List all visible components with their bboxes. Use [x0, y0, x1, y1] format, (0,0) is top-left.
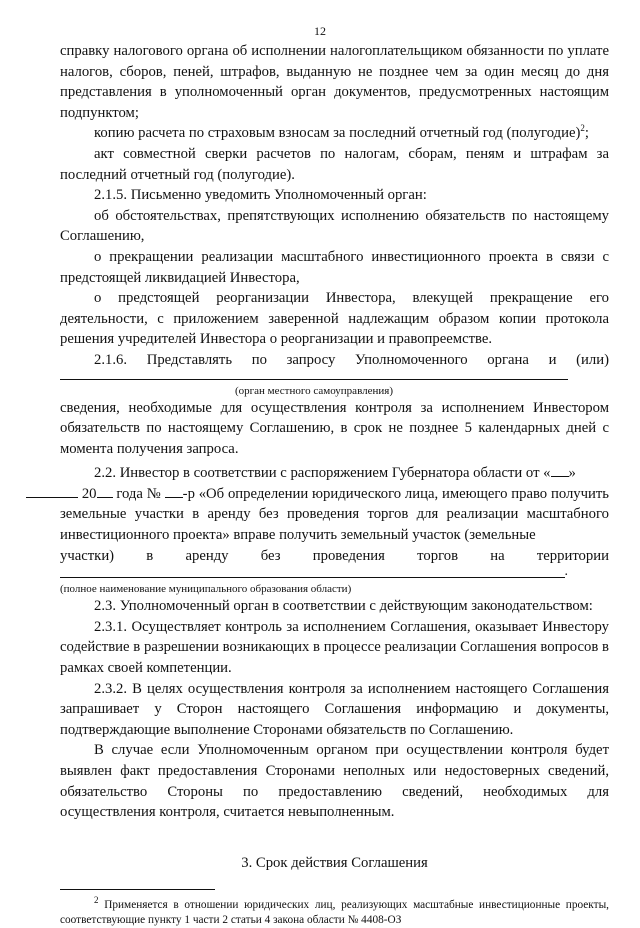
word: и — [548, 351, 557, 368]
paragraph-reconciliation-act: акт совместной сверки расчетов по налогам, сборам, пеням и штрафам за последний отчетный год (полугодие). — [60, 145, 609, 183]
paragraph-control-failure: В случае если Уполномоченным органом при осуществлении контроля будет выявлен факт предоставления Сторонами неполных или недостоверных сведений, обязательство Стороны по предоставлению сведений, необходимых для осуществления контроля, считается невыполненным. — [60, 742, 609, 821]
paragraph-reorganization: о предстоящей реорганизации Инвестора, влекущей прекращение его деятельности, с приложением заверенной надлежащим образом копии протокола решения учредителей Инвестора о реорганизации и правопреемстве. — [60, 290, 609, 348]
word: 2.1.6. — [94, 351, 128, 368]
p22-part4: года № — [116, 485, 161, 502]
word: проведения — [312, 547, 385, 564]
blank-year — [97, 485, 113, 498]
paragraph-circumstances: об обстоятельствах, препятствующих исполнению обязательств по настоящему Соглашению, — [60, 207, 609, 245]
paragraph-termination: о прекращении реализации масштабного инвестиционного проекта в связи с предстоящей ликвидацией Инвестора, — [60, 248, 609, 286]
paragraph-2-1-5: 2.1.5. Письменно уведомить Уполномоченный орган: — [94, 187, 427, 204]
word: запросу — [286, 351, 336, 368]
word: в — [146, 547, 154, 564]
word: Представлять — [146, 351, 233, 368]
paragraph-2-2 — [60, 463, 609, 545]
word: органа — [487, 351, 529, 368]
section-heading: 3. Срок действия Соглашения — [241, 854, 428, 871]
blank-month — [26, 485, 78, 498]
paragraph-2-1-6-continuation: сведения, необходимые для осуществления контроля за исполнением Инвестором обязательств по настоящему Соглашению, в срок не позднее 5 календарных дней с момента получения запроса. — [60, 399, 609, 457]
p22-part2: » — [568, 465, 576, 482]
paragraph-insurance-copy — [60, 123, 609, 144]
page-number: 12 — [314, 24, 326, 38]
footnote — [60, 895, 609, 928]
paragraph-tax-certificate: справку налогового органа об исполнении налогоплательщиком обязанности по уплате налогов, сборов, пеней, штрафов, выданную не позднее чем за один месяц до дня представления в уполномоченный орган документов, предусмотренных настоящим подпунктом; — [60, 43, 609, 121]
paragraph-2-1-6-line — [60, 350, 609, 371]
paragraph-insurance-copy-text: копию расчета по страховым взносам за последний отчетный год (полугодие) — [94, 125, 581, 142]
blank-day — [551, 464, 569, 477]
caption-municipality: (полное наименование муниципального образования области) — [60, 583, 352, 596]
blank-line-authority — [60, 371, 568, 380]
word: территории — [536, 547, 609, 564]
word: на — [490, 547, 505, 564]
word: (или) — [576, 351, 609, 368]
p22-part5: -р «Об определении юридического лица, имеющего право получить земельные участки в аренду без проведения торгов для реализации масштабного инвестиционного проекта» вправе получить земельный участок (земельные — [60, 485, 610, 544]
footnote-marker: 2 — [94, 895, 99, 906]
blank-line-municipality-row — [60, 566, 568, 578]
footnote-divider — [60, 889, 215, 890]
word: аренду — [185, 547, 229, 564]
word: участки) — [60, 547, 115, 564]
blank-line-municipality — [60, 567, 565, 578]
p22-part1: 2.2. Инвестор в соответствии с распоряжением Губернатора области от « — [94, 465, 551, 482]
document-body — [60, 41, 609, 928]
paragraph-2-2-last-line — [60, 546, 609, 567]
blank-number — [165, 485, 183, 498]
footnote-text: Применяется в отношении юридических лиц, реализующих масштабные инвестиционные проекты, соответствующие пункту 1 части 2 статьи 4 закона области № 4408-ОЗ — [60, 898, 609, 926]
paragraph-2-3: 2.3. Уполномоченный орган в соответствии с действующим законодательством: — [94, 598, 593, 615]
line-end: . — [564, 564, 568, 580]
paragraph-2-3-1: 2.3.1. Осуществляет контроль за исполнением Соглашения, оказывает Инвестору содействие в разрешении возникающих в процессе реализации Соглашения вопросов в рамках своей компетенции. — [60, 618, 609, 677]
word: Уполномоченного — [355, 351, 468, 368]
footnote-reference-suffix: ; — [584, 125, 589, 142]
paragraph-2-3-2: 2.3.2. В целях осуществления контроля за исполнением настоящего Соглашения запрашивает у Сторон настоящего Соглашения информацию и документы, подтверждающие выполнение Сторонами обязательств по Соглашению. — [60, 680, 609, 738]
footnote-reference: 2 — [580, 123, 585, 134]
caption-local-government: (орган местного самоуправления) — [234, 384, 393, 397]
word: без — [260, 547, 281, 564]
p22-part3: 20 — [81, 485, 97, 502]
word: торгов — [417, 547, 459, 564]
word: по — [251, 351, 267, 368]
